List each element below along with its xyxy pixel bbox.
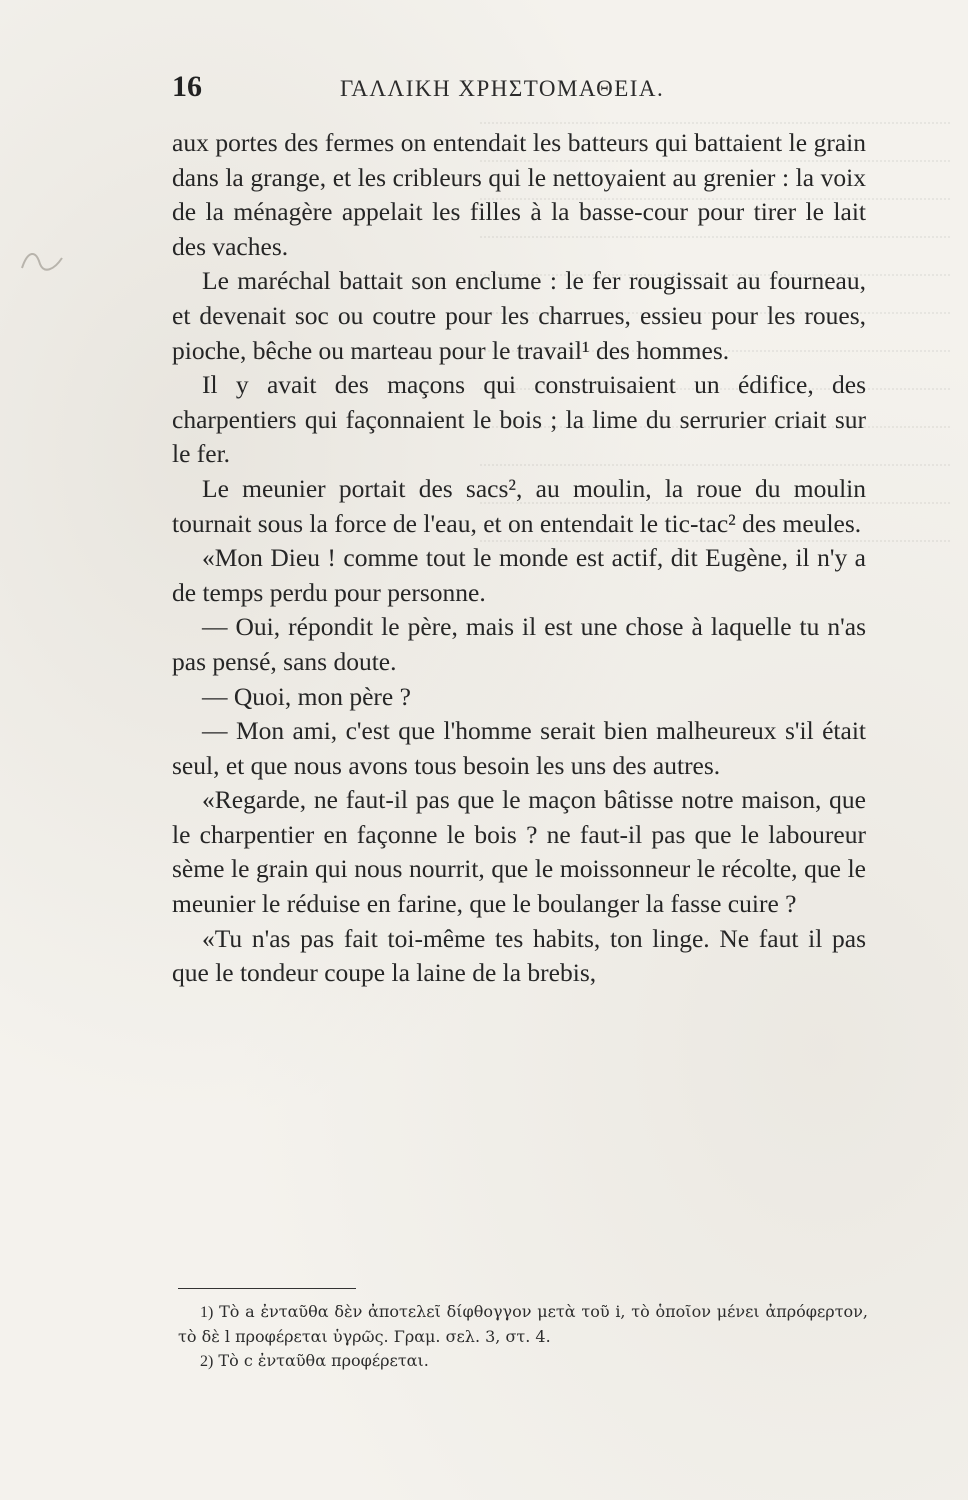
paragraph-2: Le maréchal battait son enclume : le fer rougissait au fourneau, et devenait soc ou coutre pour les charrues, essieu pour les roues, pioche, bêche ou marteau pour le travail¹ des hommes.: [172, 266, 866, 365]
footnote-2-text: Τὸ c ἐνταῦθα προφέρεται.: [218, 1351, 429, 1370]
paragraph-3: Il y avait des maçons qui construisaient un édifice, des charpentiers qui façonnaient le bois ; la lime du serrurier criait sur le fer.: [172, 370, 866, 469]
footnote-1: [178, 1300, 868, 1349]
paragraph-9: «Regarde, ne faut-il pas que le maçon bâtisse notre maison, que le charpentier en façonne le bois ? ne faut-il pas que le laboureur sème le grain qui nous nourrit, que le moissonneur le récolte, que le meunier le réduise en farine, que le boulanger la fasse cuire ?: [172, 785, 866, 919]
paragraph-7: — Quoi, mon père ?: [202, 681, 411, 711]
footnote-1-text: Τὸ a ἐνταῦθα δὲν ἀποτελεῖ δίφθογγον μετὰ τοῦ i, τὸ ὁποῖον μένει ἀπρόφερτον, τὸ δὲ l προφέρεται ὑγρῶς. Γραμ. σελ. 3, στ. 4.: [178, 1302, 868, 1346]
paragraph-8: — Mon ami, c'est que l'homme serait bien malheureux s'il était seul, et que nous avons tous besoin les uns des autres.: [172, 716, 866, 780]
pencil-scribble-mark: [14, 240, 74, 280]
page-number: 16: [172, 70, 202, 103]
paragraph-10: «Tu n'as pas fait toi-même tes habits, ton linge. Ne faut il pas que le tondeur coupe la laine de la brebis,: [172, 923, 866, 988]
footnote-1-number: 1): [200, 1304, 214, 1321]
footnote-divider: [178, 1288, 356, 1289]
paragraph-1: aux portes des fermes on entendait les batteurs qui battaient le grain dans la grange, et les cribleurs qui le nettoyaient au grenier : la voix de la ménagère appelait les filles à la basse-cour pour tirer le lait des vaches.: [172, 128, 866, 261]
paragraph-5: «Mon Dieu ! comme tout le monde est actif, dit Eugène, il n'y a de temps perdu pour personne.: [172, 543, 866, 607]
running-title: ΓΑΛΛΙΚΗ ΧΡΗΣΤΟΜΑΘΕΙΑ.: [340, 76, 665, 101]
paragraph-6: — Oui, répondit le père, mais il est une chose à laquelle tu n'as pas pensé, sans doute.: [172, 612, 866, 676]
paragraph-4: Le meunier portait des sacs², au moulin, la roue du moulin tournait sous la force de l'eau, et on entendait le tic-tac² des meules.: [172, 473, 866, 538]
footnote-2-number: 2): [200, 1353, 214, 1370]
page-header: [172, 70, 872, 110]
footnote-2: [178, 1349, 868, 1374]
main-text: [172, 126, 866, 991]
footnotes: [178, 1300, 868, 1374]
